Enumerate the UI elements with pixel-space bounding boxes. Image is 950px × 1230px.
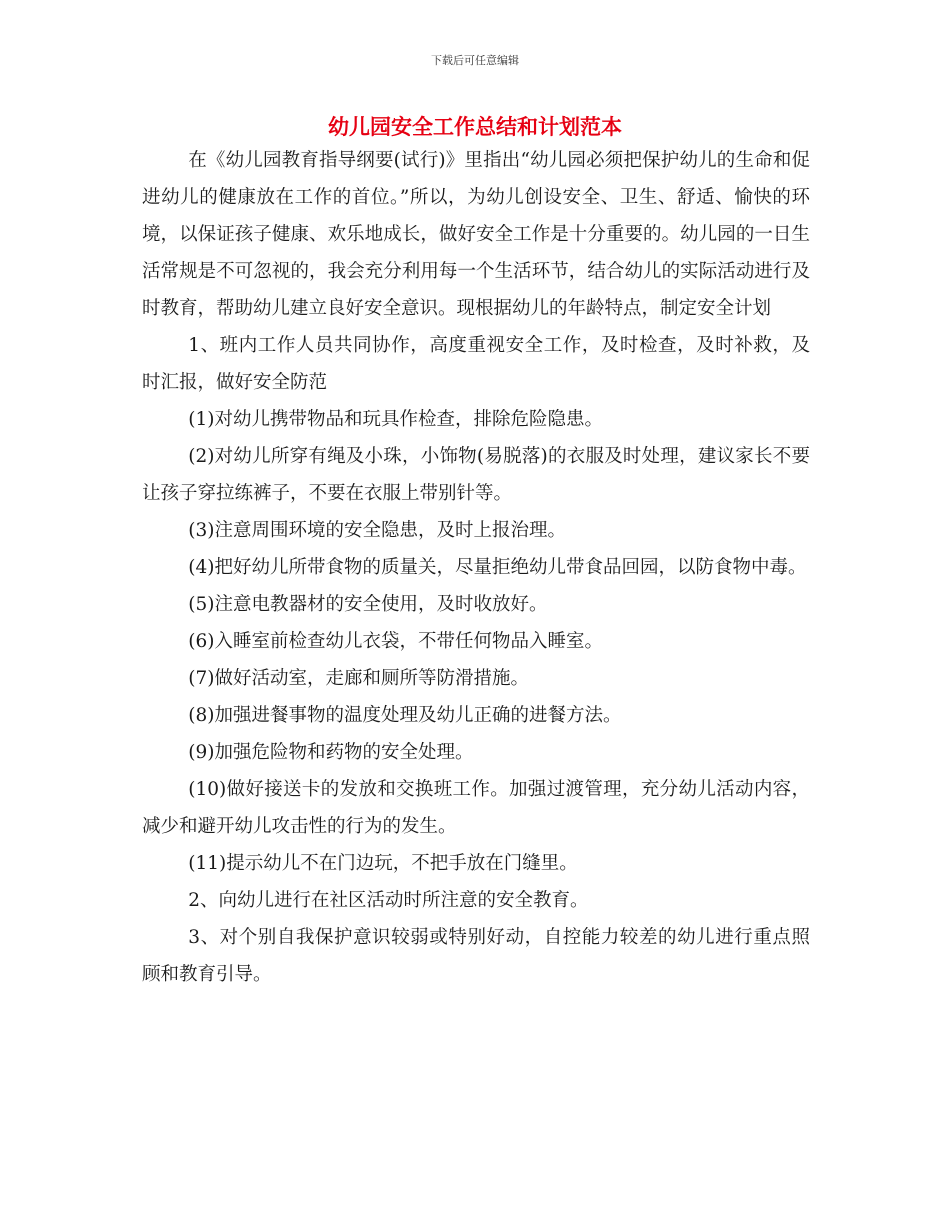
paragraph-item-1: 1、班内工作人员共同协作，高度重视安全工作，及时检查，及时补救，及时汇报，做好安全防范: [142, 335, 810, 393]
paragraph-subitem-11: (11)提示幼儿不在门边玩，不把手放在门缝里。: [188, 853, 578, 874]
paragraph-subitem-7: (7)做好活动室，走廊和厕所等防滑措施。: [188, 668, 529, 689]
paragraph-item-2: 2、向幼儿进行在社区活动时所注意的安全教育。: [188, 890, 589, 911]
paragraph-subitem-6: (6)入睡室前检查幼儿衣袋，不带任何物品入睡室。: [188, 631, 603, 652]
paragraph-subitem-4: (4)把好幼儿所带食物的质量关，尽量拒绝幼儿带食品回园，以防食物中毒。: [188, 557, 807, 578]
paragraph-subitem-10: (10)做好接送卡的发放和交换班工作。加强过渡管理，充分幼儿活动内容，减少和避开幼儿攻击性的行为的发生。: [142, 779, 810, 837]
paragraph-item-3: 3、对个别自我保护意识较弱或特别好动，自控能力较差的幼儿进行重点照顾和教育引导。: [142, 927, 810, 985]
paragraph-subitem-1: (1)对幼儿携带物品和玩具作检查，排除危险隐患。: [188, 409, 603, 430]
page-header: 下载后可任意编辑: [431, 54, 519, 67]
document-body: [142, 142, 810, 993]
paragraph-subitem-2: (2)对幼儿所穿有绳及小珠，小饰物(易脱落)的衣服及时处理，建议家长不要让孩子穿拉练裤子，不要在衣服上带别针等。: [142, 446, 810, 504]
paragraph-subitem-5: (5)注意电教器材的安全使用，及时收放好。: [188, 594, 548, 615]
paragraph-subitem-9: (9)加强危险物和药物的安全处理。: [188, 742, 474, 763]
paragraph-subitem-3: (3)注意周围环境的安全隐患，及时上报治理。: [188, 520, 566, 541]
document-title: 幼儿园安全工作总结和计划范本: [328, 115, 622, 139]
paragraph-subitem-8: (8)加强进餐事物的温度处理及幼儿正确的进餐方法。: [188, 705, 622, 726]
paragraph-intro: 在《幼儿园教育指导纲要(试行)》里指出“幼儿园必须把保护幼儿的生命和促进幼儿的健康放在工作的首位。”所以，为幼儿创设安全、卫生、舒适、愉快的环境，以保证孩子健康、欢乐地成长，做好安全工作是十分重要的。幼儿园的一日生活常规是不可忽视的，我会充分利用每一个生活环节，结合幼儿的实际活动进行及时教育，帮助幼儿建立良好安全意识。现根据幼儿的年龄特点，制定安全计划: [142, 150, 810, 319]
